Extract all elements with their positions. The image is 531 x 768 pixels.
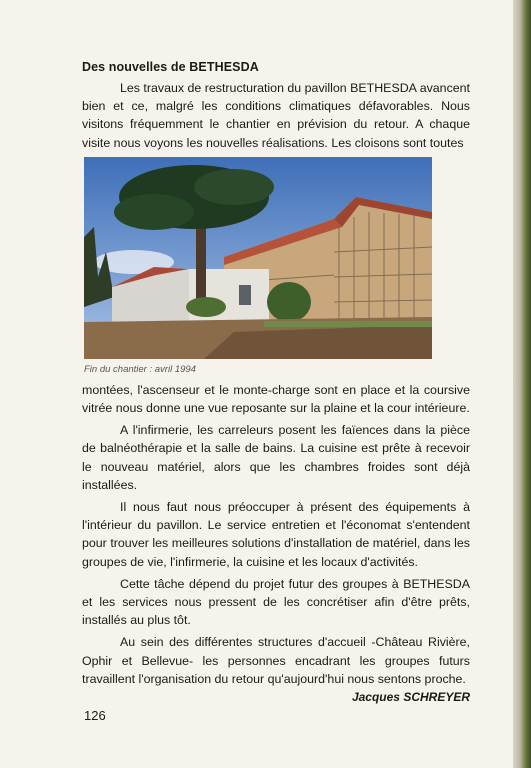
photo-figure: [84, 157, 432, 375]
paragraph-equipements: Il nous faut nous préoccuper à présent des équipements à l'intérieur du pavillon. Le service entretien et l'économat s'entendent pour trouver les meilleures solutions d'installation de matériel, dans les groupes de vie, l'infirmerie, la cuisine et les locaux d'activités.: [82, 500, 470, 569]
paragraph-intro: Les travaux de restructuration du pavillon BETHESDA avancent bien et ce, malgré les conditions climatiques défavorables. Nous visitons fréquemment le chantier en prévision du retour. A chaque visite nous voyons les nouvelles réalisations. Les cloisons sont toutes: [82, 81, 470, 150]
article: [82, 60, 470, 704]
paragraph-accueil: Au sein des différentes structures d'accueil -Château Rivière, Ophir et Bellevue- les personnes encadrant les groupes futurs travaillent l'organisation du retour qu'aujourd'hui nous sentons proche.: [82, 635, 470, 686]
paragraph-projet: Cette tâche dépend du projet futur des groupes à BETHESDA et les services nous pressent de les concrétiser afin d'être prêts, installés au plus tôt.: [82, 576, 470, 628]
construction-photo: [84, 157, 432, 359]
page-edge: [513, 0, 531, 768]
page-number: 126: [84, 708, 106, 723]
photo-caption: Fin du chantier : avril 1994: [84, 363, 196, 375]
paragraph-infirmerie: A l'infirmerie, les carreleurs posent les faïences dans la pièce de balnéothérapie et la salle de bains. La cuisine est prête à recevoir le nouveau matériel, alors que les chambres froides sont déjà installées.: [82, 423, 470, 492]
paragraph-continued: montées, l'ascenseur et le monte-charge sont en place et la coursive vitrée nous donne une vue reposante sur la plaine et la cour intérieure.: [82, 382, 470, 416]
author-signature: Jacques SCHREYER: [351, 690, 470, 705]
article-heading: Des nouvelles de BETHESDA: [82, 60, 259, 74]
